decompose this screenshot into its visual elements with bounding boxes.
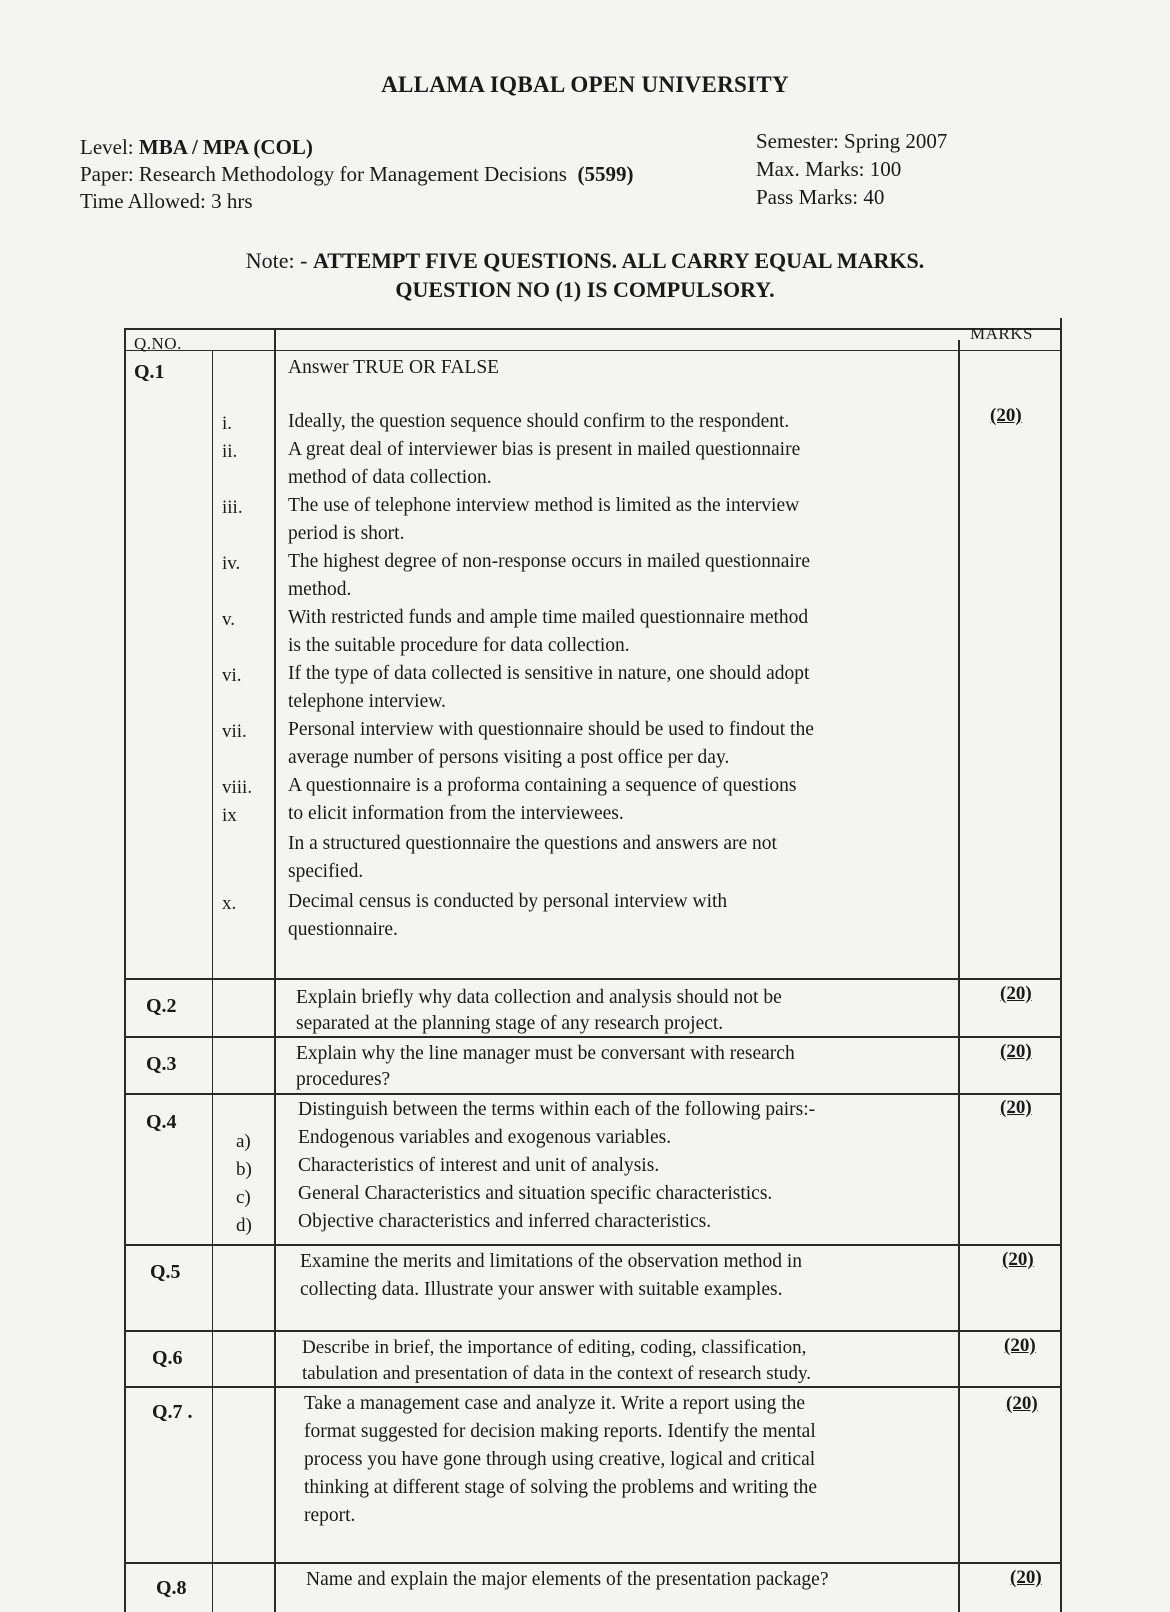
q3-number: Q.3 [146,1053,177,1075]
q7-text: process you have gone through using creative, logical and critical [304,1449,816,1470]
q7-number: Q.7 . [152,1401,193,1423]
q1-marks: (20) [990,405,1022,426]
q1-item-num: ix [222,805,237,826]
col-divider-text [274,328,276,1612]
q3-text: procedures? [296,1069,391,1090]
q1-item-text: A great deal of interviewer bias is present in mailed questionnaire [288,439,801,460]
paper-code: (5599) [577,162,634,186]
row-divider-q2 [124,978,1062,980]
q1-item-text: The highest degree of non-response occurs in mailed questionnaire [288,551,810,572]
q4-item-text: Endogenous variables and exogenous variables. [298,1127,672,1148]
table-border-left [124,328,126,1612]
q1-item-text: average number of persons visiting a post office per day. [288,747,730,768]
q6-text: tabulation and presentation of data in the context of research study. [302,1363,811,1384]
q4-item-num: a) [236,1131,251,1152]
q4-item-text: Characteristics of interest and unit of analysis. [298,1155,660,1176]
col-divider-marks [958,340,960,1612]
q1-item-num: iii. [222,497,243,518]
q5-text: Examine the merits and limitations of the observation method in [300,1251,803,1272]
q8-text: Name and explain the major elements of the presentation package? [306,1569,829,1590]
row-divider-q4 [124,1093,1062,1095]
row-divider-header [124,350,1062,351]
q1-item-num: vi. [222,665,242,686]
q8-marks: (20) [1010,1567,1042,1588]
q1-item-text: Personal interview with questionnaire should be used to findout the [288,719,814,740]
instructions-note [0,246,1170,304]
q5-marks: (20) [1002,1249,1034,1270]
q1-item-text: specified. [288,861,364,882]
q1-item-text: method. [288,579,352,600]
q1-item-num: viii. [222,777,253,798]
level-line [80,134,313,161]
q1-item-text: period is short. [288,523,405,544]
time-allowed: Time Allowed: 3 hrs [80,189,253,213]
q5-number: Q.5 [150,1261,181,1283]
q1-item-num: vii. [222,721,247,742]
row-divider-q6 [124,1330,1062,1332]
q7-text: report. [304,1505,356,1526]
q1-item-num: v. [222,609,236,630]
university-title: ALLAMA IQBAL OPEN UNIVERSITY [381,72,789,97]
q2-text: Explain briefly why data collection and analysis should not be [296,987,782,1008]
table-border-top [124,328,1062,330]
q1-item-num: ii. [222,441,238,462]
row-divider-q8 [124,1562,1062,1564]
q1-item-num: iv. [222,553,241,574]
q1-item-text: telephone interview. [288,691,446,712]
table-border-right [1060,318,1062,1612]
q1-item-text: With restricted funds and ample time mailed questionnaire method [288,607,809,628]
q6-marks: (20) [1004,1335,1036,1356]
q4-marks: (20) [1000,1097,1032,1118]
q5-text: collecting data. Illustrate your answer with suitable examples. [300,1279,783,1300]
paper-line [80,161,633,188]
q1-item-text: method of data collection. [288,467,492,488]
pass-marks: Pass Marks: 40 [756,185,885,209]
q3-text: Explain why the line manager must be conversant with research [296,1043,795,1064]
q1-item-num: x. [222,893,237,914]
q4-item-text: General Characteristics and situation specific characteristics. [298,1183,773,1204]
q1-item-text: to elicit information from the interviewees. [288,803,624,824]
q1-number: Q.1 [134,361,165,383]
q1-item-text: If the type of data collected is sensitive in nature, one should adopt [288,663,810,684]
q1-item-text: questionnaire. [288,919,398,940]
col-divider-num [212,350,213,1612]
q1-title: Answer TRUE OR FALSE [288,357,500,378]
note-line-2: QUESTION NO (1) IS COMPULSORY. [395,277,775,302]
q1-item-text: In a structured questionnaire the questions and answers are not [288,833,777,854]
q1-item-num: i. [222,413,233,434]
q7-text: thinking at different stage of solving the problems and writing the [304,1477,818,1498]
q2-marks: (20) [1000,983,1032,1004]
level-value: MBA / MPA (COL) [138,135,313,159]
q2-text: separated at the planning stage of any research project. [296,1013,724,1034]
q4-number: Q.4 [146,1111,177,1133]
column-header-marks: MARKS [970,324,1033,343]
q4-item-num: d) [236,1215,252,1236]
note-line-1: ATTEMPT FIVE QUESTIONS. ALL CARRY EQUAL MARKS. [312,248,925,273]
level-label: Level: [80,135,134,159]
q6-number: Q.6 [152,1347,183,1369]
note-prefix: Note: - [245,248,313,273]
q6-text: Describe in brief, the importance of editing, coding, classification, [302,1337,807,1358]
q1-item-text: is the suitable procedure for data collection. [288,635,630,656]
q1-item-text: The use of telephone interview method is limited as the interview [288,495,800,516]
paper-label: Paper: [80,162,134,186]
q1-item-text: A questionnaire is a proforma containing a sequence of questions [288,775,797,796]
max-marks: Max. Marks: 100 [756,157,902,181]
q7-text: format suggested for decision making reports. Identify the mental [304,1421,816,1442]
q1-item-text: Ideally, the question sequence should confirm to the respondent. [288,411,790,432]
q4-item-num: c) [236,1187,251,1208]
semester: Semester: Spring 2007 [756,129,948,153]
q1-item-text: Decimal census is conducted by personal interview with [288,891,728,912]
q3-marks: (20) [1000,1041,1032,1062]
q7-text: Take a management case and analyze it. Write a report using the [304,1393,806,1414]
paper-value: Research Methodology for Management Decisions [138,162,567,186]
q2-number: Q.2 [146,995,177,1017]
row-divider-q5 [124,1244,1062,1246]
q4-intro: Distinguish between the terms within each of the following pairs:- [298,1099,816,1120]
q7-marks: (20) [1006,1393,1038,1414]
q4-item-text: Objective characteristics and inferred characteristics. [298,1211,712,1232]
column-header-qno: Q.NO. [134,334,182,353]
q8-number: Q.8 [156,1577,187,1599]
q4-item-num: b) [236,1159,252,1180]
